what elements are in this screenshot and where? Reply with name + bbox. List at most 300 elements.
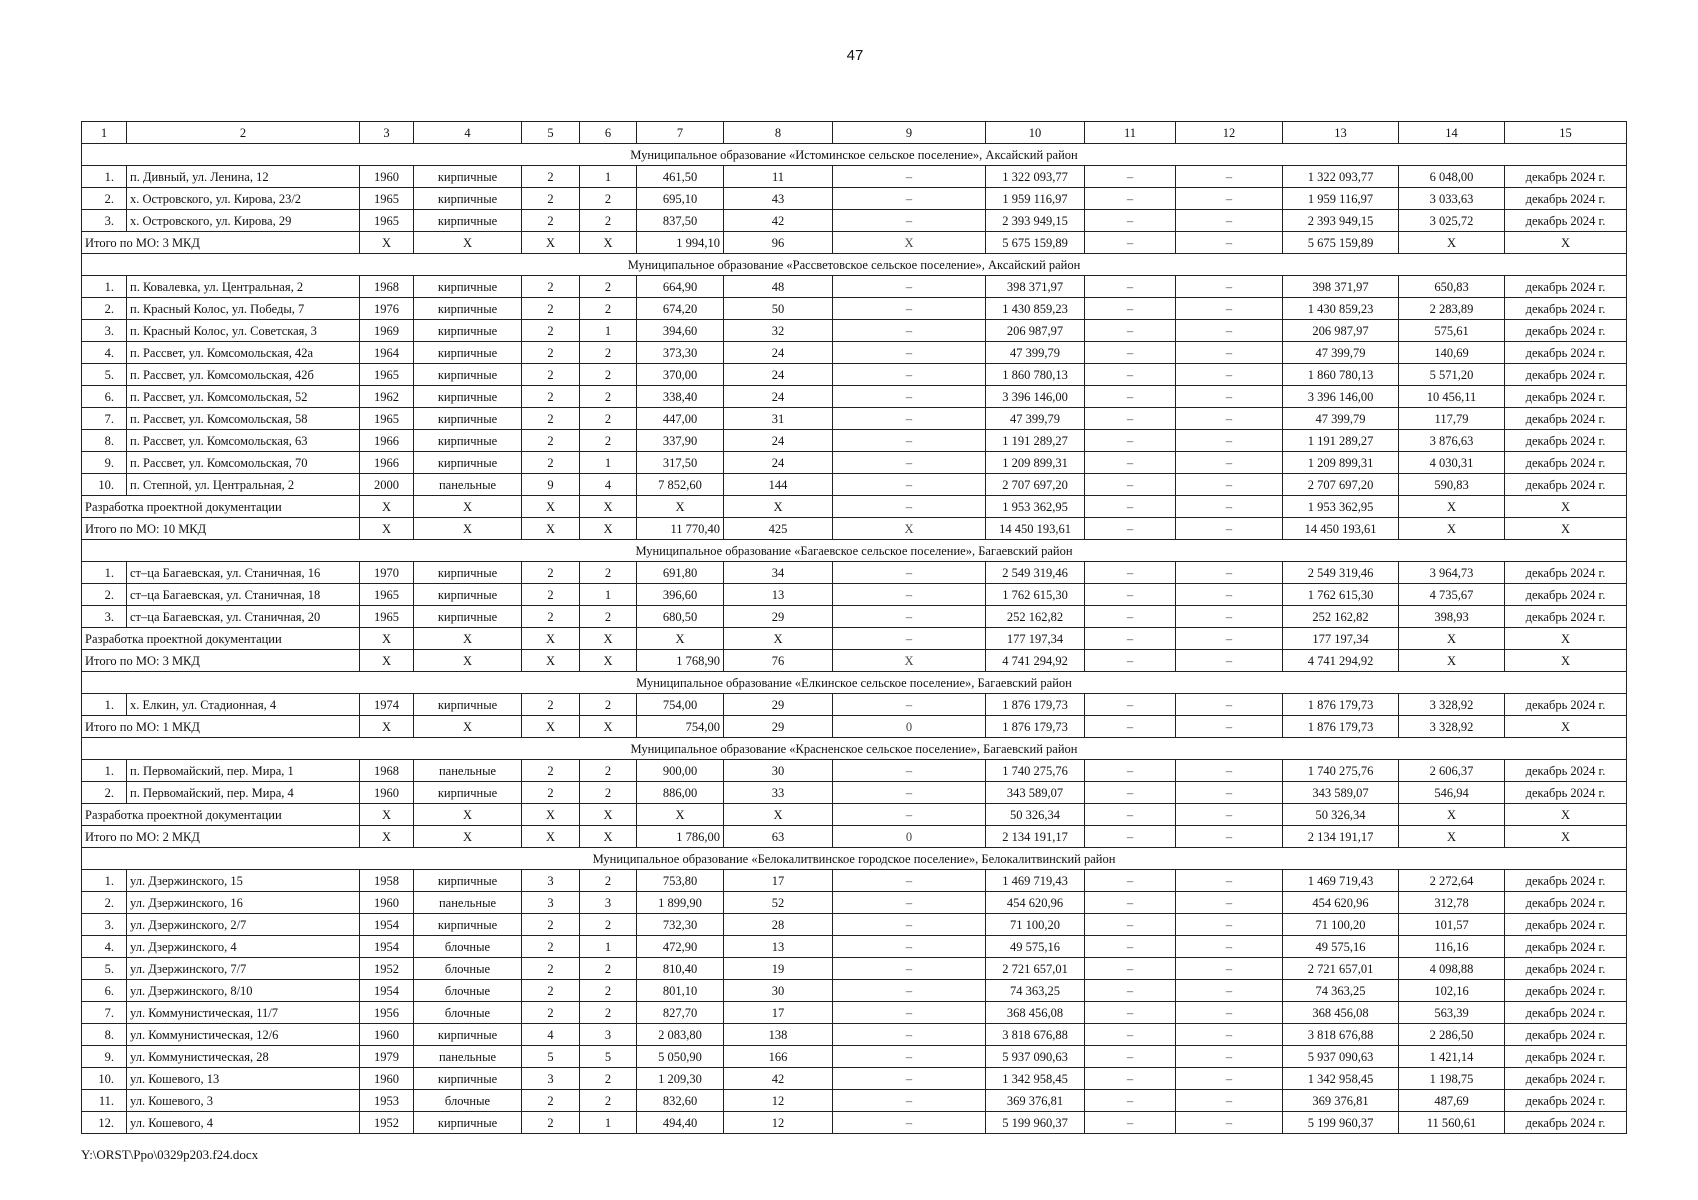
summary-cell: X xyxy=(1505,650,1627,672)
cell-entrances: 2 xyxy=(580,386,637,408)
cell-cost-per-sqm: 3 033,63 xyxy=(1399,188,1505,210)
cell-completion-date: декабрь 2024 г. xyxy=(1505,386,1627,408)
cell-row-index: 1. xyxy=(82,166,127,188)
cell-col-11: – xyxy=(1085,606,1176,628)
cell-completion-date: декабрь 2024 г. xyxy=(1505,188,1627,210)
cell-completion-date: декабрь 2024 г. xyxy=(1505,1112,1627,1134)
building-row xyxy=(82,958,1627,980)
building-row xyxy=(82,1068,1627,1090)
cell-floors: 2 xyxy=(522,1112,580,1134)
cell-cost-fund: 1 469 719,43 xyxy=(1283,870,1399,892)
cell-residents: 13 xyxy=(724,584,833,606)
cell-col-11: – xyxy=(1085,980,1176,1002)
cell-year-built: 1974 xyxy=(360,694,414,716)
cell-wall-material: блочные xyxy=(414,1090,522,1112)
summary-cell: X xyxy=(522,804,580,826)
cell-residents: 42 xyxy=(724,210,833,232)
cell-col-11: – xyxy=(1085,1024,1176,1046)
cell-col-11: – xyxy=(1085,320,1176,342)
summary-cell: X xyxy=(360,650,414,672)
cell-cost-total: 1 860 780,13 xyxy=(986,364,1085,386)
cell-wall-material: кирпичные xyxy=(414,298,522,320)
cell-cost-total: 47 399,79 xyxy=(986,342,1085,364)
cell-cost-per-sqm: 575,61 xyxy=(1399,320,1505,342)
cell-completion-date: декабрь 2024 г. xyxy=(1505,958,1627,980)
cell-year-built: 1965 xyxy=(360,584,414,606)
cell-cost-total: 1 209 899,31 xyxy=(986,452,1085,474)
cell-entrances: 2 xyxy=(580,210,637,232)
cell-col-9: – xyxy=(833,694,986,716)
cell-col-9: – xyxy=(833,870,986,892)
cell-cost-per-sqm: 1 421,14 xyxy=(1399,1046,1505,1068)
summary-cell: – xyxy=(1085,496,1176,518)
cell-residents: 30 xyxy=(724,980,833,1002)
cell-year-built: 1966 xyxy=(360,430,414,452)
summary-cell: X xyxy=(414,650,522,672)
cell-row-index: 2. xyxy=(82,188,127,210)
cell-cost-fund: 1 740 275,76 xyxy=(1283,760,1399,782)
summary-cell: 63 xyxy=(724,826,833,848)
cell-residents: 144 xyxy=(724,474,833,496)
summary-cell: 1 876 179,73 xyxy=(986,716,1085,738)
cell-year-built: 1960 xyxy=(360,1068,414,1090)
cell-residents: 28 xyxy=(724,914,833,936)
cell-completion-date: декабрь 2024 г. xyxy=(1505,584,1627,606)
cell-completion-date: декабрь 2024 г. xyxy=(1505,606,1627,628)
cell-entrances: 2 xyxy=(580,980,637,1002)
cell-total-area: 827,70 xyxy=(637,1002,724,1024)
summary-cell: – xyxy=(1085,826,1176,848)
summary-cell: X xyxy=(724,628,833,650)
cell-col-9: – xyxy=(833,936,986,958)
cell-cost-total: 71 100,20 xyxy=(986,914,1085,936)
cell-total-area: 832,60 xyxy=(637,1090,724,1112)
cell-completion-date: декабрь 2024 г. xyxy=(1505,936,1627,958)
cell-col-11: – xyxy=(1085,892,1176,914)
summary-cell: X xyxy=(580,826,637,848)
summary-cell: 1 768,90 xyxy=(637,650,724,672)
cell-cost-fund: 1 342 958,45 xyxy=(1283,1068,1399,1090)
cell-completion-date: декабрь 2024 г. xyxy=(1505,782,1627,804)
summary-cell: X xyxy=(1505,716,1627,738)
cell-col-11: – xyxy=(1085,562,1176,584)
cell-col-12: – xyxy=(1176,386,1283,408)
cell-total-area: 900,00 xyxy=(637,760,724,782)
cell-col-12: – xyxy=(1176,1002,1283,1024)
cell-col-9: – xyxy=(833,562,986,584)
cell-col-11: – xyxy=(1085,430,1176,452)
cell-cost-fund: 5 937 090,63 xyxy=(1283,1046,1399,1068)
cell-row-index: 11. xyxy=(82,1090,127,1112)
summary-cell: X xyxy=(1399,518,1505,540)
cell-cost-total: 398 371,97 xyxy=(986,276,1085,298)
cell-col-12: – xyxy=(1176,782,1283,804)
cell-total-area: 664,90 xyxy=(637,276,724,298)
cell-cost-total: 2 721 657,01 xyxy=(986,958,1085,980)
cell-wall-material: панельные xyxy=(414,892,522,914)
building-row xyxy=(82,188,1627,210)
summary-cell: 4 741 294,92 xyxy=(1283,650,1399,672)
cell-wall-material: кирпичные xyxy=(414,1068,522,1090)
cell-col-11: – xyxy=(1085,958,1176,980)
cell-row-index: 2. xyxy=(82,298,127,320)
cell-year-built: 1965 xyxy=(360,210,414,232)
summary-cell: X xyxy=(1505,496,1627,518)
column-number-cell: 13 xyxy=(1283,122,1399,144)
cell-col-12: – xyxy=(1176,584,1283,606)
cell-completion-date: декабрь 2024 г. xyxy=(1505,562,1627,584)
cell-cost-fund: 2 393 949,15 xyxy=(1283,210,1399,232)
cell-entrances: 1 xyxy=(580,320,637,342)
summary-cell: X xyxy=(414,232,522,254)
summary-cell: – xyxy=(1085,232,1176,254)
cell-wall-material: кирпичные xyxy=(414,452,522,474)
cell-row-index: 12. xyxy=(82,1112,127,1134)
cell-col-11: – xyxy=(1085,188,1176,210)
summary-cell: X xyxy=(522,232,580,254)
cell-col-11: – xyxy=(1085,1002,1176,1024)
summary-cell: X xyxy=(522,650,580,672)
cell-entrances: 1 xyxy=(580,1112,637,1134)
cell-cost-per-sqm: 487,69 xyxy=(1399,1090,1505,1112)
section-title-row xyxy=(82,738,1627,760)
cell-col-9: – xyxy=(833,452,986,474)
cell-cost-fund: 49 575,16 xyxy=(1283,936,1399,958)
cell-col-9: – xyxy=(833,1112,986,1134)
summary-cell: X xyxy=(522,496,580,518)
building-row xyxy=(82,166,1627,188)
cell-cost-fund: 1 876 179,73 xyxy=(1283,694,1399,716)
building-row xyxy=(82,892,1627,914)
summary-cell: X xyxy=(414,826,522,848)
cell-address: п. Рассвет, ул. Комсомольская, 42а xyxy=(127,342,360,364)
cell-entrances: 2 xyxy=(580,562,637,584)
cell-residents: 32 xyxy=(724,320,833,342)
cell-completion-date: декабрь 2024 г. xyxy=(1505,474,1627,496)
cell-row-index: 6. xyxy=(82,980,127,1002)
cell-row-index: 8. xyxy=(82,430,127,452)
cell-address: п. Красный Колос, ул. Советская, 3 xyxy=(127,320,360,342)
cell-year-built: 1954 xyxy=(360,936,414,958)
cell-floors: 3 xyxy=(522,870,580,892)
building-row xyxy=(82,364,1627,386)
cell-total-area: 494,40 xyxy=(637,1112,724,1134)
cell-cost-total: 1 342 958,45 xyxy=(986,1068,1085,1090)
total-row xyxy=(82,650,1627,672)
summary-label: Итого по МО: 1 МКД xyxy=(82,716,360,738)
cell-address: ул. Дзержинского, 7/7 xyxy=(127,958,360,980)
cell-row-index: 8. xyxy=(82,1024,127,1046)
summary-cell: X xyxy=(724,496,833,518)
summary-cell: X xyxy=(414,496,522,518)
cell-entrances: 2 xyxy=(580,188,637,210)
cell-cost-total: 1 469 719,43 xyxy=(986,870,1085,892)
cell-cost-total: 1 740 275,76 xyxy=(986,760,1085,782)
cell-residents: 24 xyxy=(724,364,833,386)
cell-col-12: – xyxy=(1176,892,1283,914)
cell-residents: 31 xyxy=(724,408,833,430)
cell-completion-date: декабрь 2024 г. xyxy=(1505,1046,1627,1068)
cell-cost-fund: 1 191 289,27 xyxy=(1283,430,1399,452)
cell-row-index: 7. xyxy=(82,408,127,430)
cell-total-area: 2 083,80 xyxy=(637,1024,724,1046)
cell-cost-total: 2 707 697,20 xyxy=(986,474,1085,496)
cell-row-index: 3. xyxy=(82,606,127,628)
cell-cost-per-sqm: 546,94 xyxy=(1399,782,1505,804)
cell-floors: 2 xyxy=(522,452,580,474)
cell-year-built: 1965 xyxy=(360,364,414,386)
cell-floors: 5 xyxy=(522,1046,580,1068)
cell-total-area: 337,90 xyxy=(637,430,724,452)
summary-cell: X xyxy=(522,826,580,848)
summary-cell: X xyxy=(1505,804,1627,826)
cell-cost-per-sqm: 6 048,00 xyxy=(1399,166,1505,188)
summary-label: Итого по МО: 3 МКД xyxy=(82,232,360,254)
cell-completion-date: декабрь 2024 г. xyxy=(1505,364,1627,386)
cell-cost-per-sqm: 3 328,92 xyxy=(1399,694,1505,716)
cell-col-9: – xyxy=(833,474,986,496)
column-number-cell: 7 xyxy=(637,122,724,144)
cell-entrances: 2 xyxy=(580,430,637,452)
cell-col-12: – xyxy=(1176,320,1283,342)
cell-col-9: – xyxy=(833,892,986,914)
building-row xyxy=(82,936,1627,958)
building-row xyxy=(82,694,1627,716)
cell-address: п. Рассвет, ул. Комсомольская, 70 xyxy=(127,452,360,474)
cell-wall-material: кирпичные xyxy=(414,320,522,342)
cell-address: п. Дивный, ул. Ленина, 12 xyxy=(127,166,360,188)
cell-floors: 2 xyxy=(522,958,580,980)
cell-cost-total: 368 456,08 xyxy=(986,1002,1085,1024)
cell-year-built: 1969 xyxy=(360,320,414,342)
summary-cell: 76 xyxy=(724,650,833,672)
cell-cost-total: 49 575,16 xyxy=(986,936,1085,958)
cell-entrances: 2 xyxy=(580,342,637,364)
cell-col-12: – xyxy=(1176,408,1283,430)
building-row xyxy=(82,1002,1627,1024)
cell-cost-total: 1 430 859,23 xyxy=(986,298,1085,320)
summary-cell: 5 675 159,89 xyxy=(1283,232,1399,254)
cell-address: ул. Кошевого, 3 xyxy=(127,1090,360,1112)
cell-year-built: 1965 xyxy=(360,188,414,210)
cell-completion-date: декабрь 2024 г. xyxy=(1505,276,1627,298)
cell-row-index: 1. xyxy=(82,694,127,716)
cell-residents: 24 xyxy=(724,386,833,408)
cell-cost-total: 343 589,07 xyxy=(986,782,1085,804)
cell-address: п. Ковалевка, ул. Центральная, 2 xyxy=(127,276,360,298)
column-number-cell: 15 xyxy=(1505,122,1627,144)
cell-cost-total: 47 399,79 xyxy=(986,408,1085,430)
summary-cell: 4 741 294,92 xyxy=(986,650,1085,672)
cell-entrances: 3 xyxy=(580,1024,637,1046)
cell-col-9: – xyxy=(833,1046,986,1068)
building-row xyxy=(82,782,1627,804)
cell-year-built: 1964 xyxy=(360,342,414,364)
cell-floors: 2 xyxy=(522,562,580,584)
section-title: Муниципальное образование «Рассветовское сельское поселение», Аксайский район xyxy=(82,254,1627,276)
summary-cell: X xyxy=(833,232,986,254)
cell-year-built: 1956 xyxy=(360,1002,414,1024)
cell-col-12: – xyxy=(1176,452,1283,474)
column-number-cell: 12 xyxy=(1176,122,1283,144)
summary-cell: X xyxy=(360,826,414,848)
summary-cell: – xyxy=(1085,804,1176,826)
cell-col-11: – xyxy=(1085,364,1176,386)
cell-year-built: 1962 xyxy=(360,386,414,408)
total-row xyxy=(82,716,1627,738)
cell-row-index: 3. xyxy=(82,320,127,342)
cell-cost-total: 1 959 116,97 xyxy=(986,188,1085,210)
cell-completion-date: декабрь 2024 г. xyxy=(1505,320,1627,342)
cell-col-9: – xyxy=(833,364,986,386)
cell-cost-total: 5 199 960,37 xyxy=(986,1112,1085,1134)
summary-cell: X xyxy=(1505,518,1627,540)
summary-cell: – xyxy=(833,496,986,518)
cell-row-index: 1. xyxy=(82,562,127,584)
cell-col-11: – xyxy=(1085,408,1176,430)
building-row xyxy=(82,584,1627,606)
cell-address: ст–ца Багаевская, ул. Станичная, 20 xyxy=(127,606,360,628)
cell-col-9: – xyxy=(833,782,986,804)
cell-col-11: – xyxy=(1085,782,1176,804)
cell-cost-per-sqm: 3 964,73 xyxy=(1399,562,1505,584)
cell-wall-material: блочные xyxy=(414,1002,522,1024)
cell-cost-total: 369 376,81 xyxy=(986,1090,1085,1112)
cell-col-11: – xyxy=(1085,474,1176,496)
cell-col-9: – xyxy=(833,1002,986,1024)
cell-address: ул. Дзержинского, 15 xyxy=(127,870,360,892)
cell-cost-per-sqm: 4 735,67 xyxy=(1399,584,1505,606)
cell-col-9: – xyxy=(833,166,986,188)
building-row xyxy=(82,452,1627,474)
cell-year-built: 1966 xyxy=(360,452,414,474)
file-path-footer: Y:\ORST\Ppo\0329p203.f24.docx xyxy=(81,1147,259,1162)
cell-entrances: 2 xyxy=(580,606,637,628)
cell-floors: 2 xyxy=(522,210,580,232)
building-row xyxy=(82,1046,1627,1068)
cell-col-9: – xyxy=(833,408,986,430)
cell-col-11: – xyxy=(1085,1112,1176,1134)
cell-floors: 9 xyxy=(522,474,580,496)
cell-entrances: 1 xyxy=(580,166,637,188)
cell-cost-total: 1 762 615,30 xyxy=(986,584,1085,606)
summary-cell: 11 770,40 xyxy=(637,518,724,540)
cell-wall-material: кирпичные xyxy=(414,430,522,452)
cell-completion-date: декабрь 2024 г. xyxy=(1505,452,1627,474)
document-table-container xyxy=(81,121,1627,1134)
cell-total-area: 447,00 xyxy=(637,408,724,430)
building-row xyxy=(82,980,1627,1002)
cell-residents: 166 xyxy=(724,1046,833,1068)
summary-cell: 1 953 362,95 xyxy=(986,496,1085,518)
summary-cell: – xyxy=(1176,628,1283,650)
cell-completion-date: декабрь 2024 г. xyxy=(1505,298,1627,320)
cell-entrances: 2 xyxy=(580,760,637,782)
building-row xyxy=(82,1112,1627,1134)
cell-floors: 2 xyxy=(522,760,580,782)
cell-col-11: – xyxy=(1085,760,1176,782)
cell-residents: 33 xyxy=(724,782,833,804)
cell-row-index: 1. xyxy=(82,276,127,298)
cell-completion-date: декабрь 2024 г. xyxy=(1505,1002,1627,1024)
cell-year-built: 2000 xyxy=(360,474,414,496)
cell-col-9: – xyxy=(833,914,986,936)
cell-cost-fund: 369 376,81 xyxy=(1283,1090,1399,1112)
summary-cell: 50 326,34 xyxy=(1283,804,1399,826)
cell-entrances: 2 xyxy=(580,364,637,386)
cell-floors: 2 xyxy=(522,276,580,298)
cell-year-built: 1970 xyxy=(360,562,414,584)
summary-cell: X xyxy=(1399,650,1505,672)
cell-address: ул. Коммунистическая, 28 xyxy=(127,1046,360,1068)
cell-address: х. Островского, ул. Кирова, 29 xyxy=(127,210,360,232)
cell-address: ул. Кошевого, 4 xyxy=(127,1112,360,1134)
cell-completion-date: декабрь 2024 г. xyxy=(1505,980,1627,1002)
cell-year-built: 1960 xyxy=(360,892,414,914)
cell-year-built: 1954 xyxy=(360,914,414,936)
summary-cell: 0 xyxy=(833,826,986,848)
cell-total-area: 801,10 xyxy=(637,980,724,1002)
cell-cost-per-sqm: 1 198,75 xyxy=(1399,1068,1505,1090)
column-number-cell: 3 xyxy=(360,122,414,144)
cell-wall-material: блочные xyxy=(414,936,522,958)
cell-cost-per-sqm: 3 876,63 xyxy=(1399,430,1505,452)
column-number-cell: 10 xyxy=(986,122,1085,144)
summary-cell: X xyxy=(1399,232,1505,254)
cell-floors: 2 xyxy=(522,606,580,628)
building-row xyxy=(82,386,1627,408)
cell-floors: 2 xyxy=(522,188,580,210)
cell-completion-date: декабрь 2024 г. xyxy=(1505,210,1627,232)
cell-wall-material: кирпичные xyxy=(414,562,522,584)
summary-cell: X xyxy=(1399,628,1505,650)
cell-col-11: – xyxy=(1085,694,1176,716)
building-row xyxy=(82,430,1627,452)
building-row xyxy=(82,870,1627,892)
cell-address: ул. Дзержинского, 16 xyxy=(127,892,360,914)
cell-cost-total: 252 162,82 xyxy=(986,606,1085,628)
summary-cell: 3 328,92 xyxy=(1399,716,1505,738)
cell-row-index: 9. xyxy=(82,452,127,474)
cell-address: п. Рассвет, ул. Комсомольская, 63 xyxy=(127,430,360,452)
building-row xyxy=(82,914,1627,936)
cell-total-area: 754,00 xyxy=(637,694,724,716)
cell-row-index: 4. xyxy=(82,936,127,958)
building-row xyxy=(82,342,1627,364)
cell-completion-date: декабрь 2024 г. xyxy=(1505,694,1627,716)
summary-cell: – xyxy=(1085,518,1176,540)
cell-completion-date: декабрь 2024 г. xyxy=(1505,342,1627,364)
summary-cell: X xyxy=(360,716,414,738)
cell-col-11: – xyxy=(1085,1068,1176,1090)
cell-cost-fund: 2 721 657,01 xyxy=(1283,958,1399,980)
cell-residents: 42 xyxy=(724,1068,833,1090)
cell-year-built: 1960 xyxy=(360,782,414,804)
cell-floors: 2 xyxy=(522,430,580,452)
building-row xyxy=(82,1090,1627,1112)
building-row xyxy=(82,276,1627,298)
cell-floors: 2 xyxy=(522,364,580,386)
summary-cell: 0 xyxy=(833,716,986,738)
cell-address: п. Первомайский, пер. Мира, 4 xyxy=(127,782,360,804)
summary-cell: – xyxy=(1176,716,1283,738)
summary-cell: X xyxy=(1399,496,1505,518)
cell-entrances: 2 xyxy=(580,1068,637,1090)
summary-cell: 14 450 193,61 xyxy=(1283,518,1399,540)
summary-cell: X xyxy=(1505,232,1627,254)
summary-label: Разработка проектной документации xyxy=(82,628,360,650)
cell-address: ул. Дзержинского, 4 xyxy=(127,936,360,958)
